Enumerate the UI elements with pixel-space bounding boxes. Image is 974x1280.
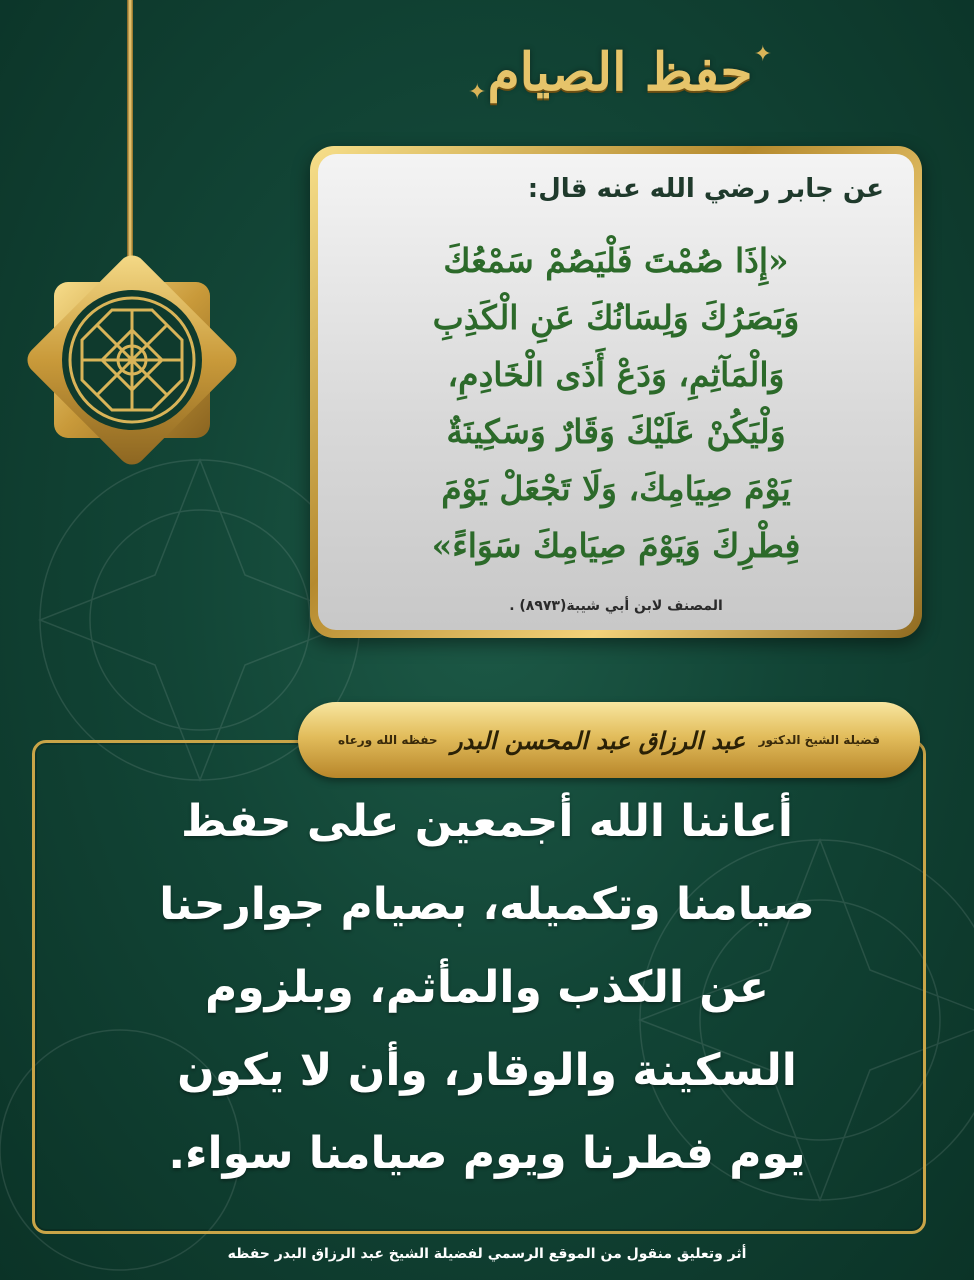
- hadith-intro: عن جابر رضي الله عنه قال:: [527, 174, 884, 204]
- hadith-line: وَبَصَرُكَ وَلِسَانُكَ عَنِ الْكَذِبِ: [432, 298, 800, 337]
- hadith-line: يَوْمَ صِيَامِكَ، وَلَا تَجْعَلْ يَوْمَ: [441, 469, 791, 508]
- hadith-source: المصنف لابن أبي شيبة(٨٩٧٣) .: [509, 598, 723, 614]
- scholar-name: عبد الرزاق عبد المحسن البدر: [450, 725, 746, 755]
- comment-line: أعاننا الله أجمعين على حفظ: [181, 796, 793, 847]
- comment-text: [60, 780, 914, 1195]
- hadith-line: وَالْمَآثِمِ، وَدَعْ أَذَى الْخَادِمِ،: [447, 355, 785, 394]
- hadith-line: وَلْيَكُنْ عَلَيْكَ وَقَارٌ وَسَكِينَةٌ: [446, 412, 786, 451]
- hadith-line: «إِذَا صُمْتَ فَلْيَصُمْ سَمْعُكَ: [443, 241, 789, 280]
- star-ornament-icon: ✦: [753, 42, 772, 67]
- scholar-banner: [298, 702, 920, 778]
- hadith-text: [338, 232, 894, 574]
- hadith-card: [318, 154, 914, 630]
- footer-credit: أثر وتعليق منقول من الموقع الرسمي لفضيلة الشيخ عبد الرزاق البدر حفظه: [227, 1246, 747, 1262]
- title-text: حفظ الصيام: [487, 41, 753, 103]
- page-title: [460, 22, 780, 122]
- comment-line: السكينة والوقار، وأن لا يكون: [177, 1045, 797, 1096]
- comment-line: يوم فطرنا ويوم صيامنا سواء.: [168, 1128, 806, 1179]
- lantern-chain: [127, 0, 133, 262]
- comment-line: صيامنا وتكميله، بصيام جوارحنا: [159, 879, 815, 930]
- banner-prayer-text: حفظه الله ورعاه: [338, 733, 438, 747]
- star-ornament-icon: ✦: [468, 80, 487, 105]
- comment-line: عن الكذب والمأثم، وبلزوم: [205, 962, 769, 1013]
- lantern-ornament: [22, 250, 242, 470]
- hadith-line: فِطْرِكَ وَيَوْمَ صِيَامِكَ سَوَاءً»: [431, 526, 801, 565]
- banner-title-text: فضيلة الشيخ الدكتور: [758, 733, 880, 747]
